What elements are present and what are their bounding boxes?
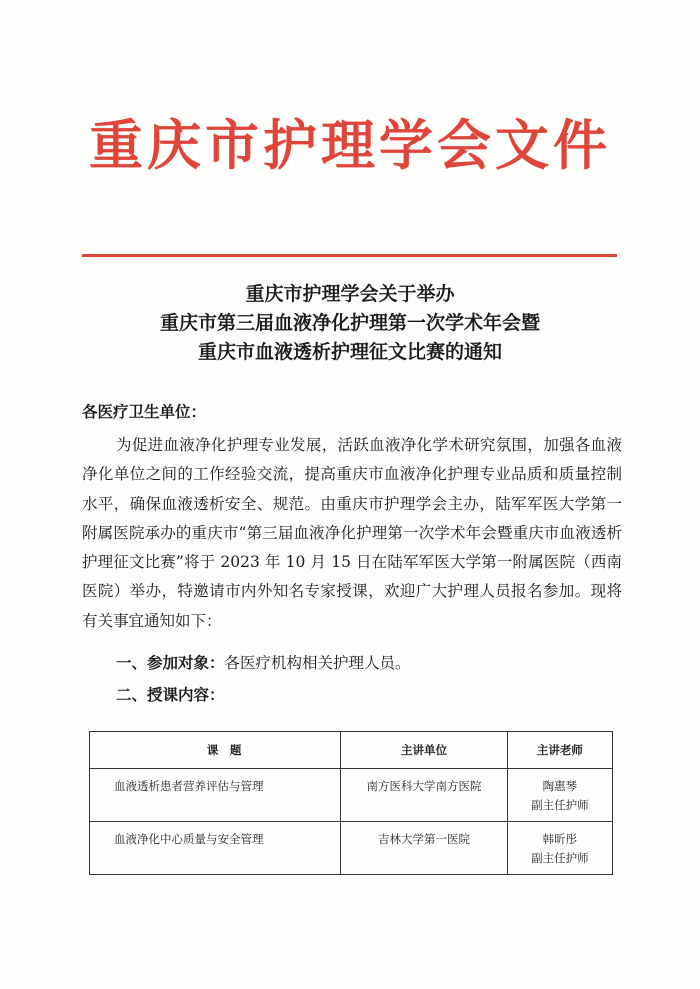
- table-row: [90, 822, 613, 875]
- notice-title-line: 重庆市护理学会关于举办: [245, 283, 455, 305]
- masthead-title: 重庆市护理学会文件: [89, 113, 611, 177]
- cell-topic: 血液净化中心质量与安全管理: [90, 822, 341, 875]
- masthead-divider: [82, 254, 617, 257]
- body-paragraph: 为促进血液净化护理专业发展，活跃血液净化学术研究氛围，加强各血液净化单位之间的工作经验交流，提高重庆市血液净化护理专业品质和质量控制水平，确保血液透析安全、规范。由重庆市护理学会主办，陆军军医大学第一附属医院承办的重庆市“第三届血液净化护理第一次学术年会暨重庆市血液透析护理征文比赛”将于 2023 年 10 月 15 日在陆军军医大学第一附属医院（西南医院）举办，特邀请市内外知名专家授课，欢迎广大护理人员报名参加。现将有关事宜通知如下：: [82, 436, 622, 630]
- header-topic: 课 题: [90, 732, 341, 769]
- section-participants: [116, 652, 411, 674]
- section-label: 二、授课内容：: [116, 685, 225, 704]
- course-table: [89, 731, 613, 875]
- cell-unit: 南方医科大学南方医院: [341, 769, 508, 822]
- section-course-content: [116, 684, 225, 706]
- teacher-name: 陶惠琴: [542, 779, 578, 793]
- header-teacher: 主讲老师: [507, 732, 612, 769]
- header-unit: 主讲单位: [341, 732, 508, 769]
- table-header-row: [90, 732, 613, 769]
- section-text: 各医疗机构相关护理人员。: [224, 654, 411, 672]
- cell-teacher: [507, 822, 612, 875]
- teacher-title: 副主任护师: [531, 851, 589, 865]
- table-row: [90, 769, 613, 822]
- teacher-title: 副主任护师: [531, 798, 589, 812]
- notice-title-line: 重庆市第三届血液净化护理第一次学术年会暨: [159, 312, 540, 334]
- salutation: 各医疗卫生单位：: [82, 402, 207, 421]
- teacher-name: 韩昕彤: [542, 832, 578, 846]
- cell-teacher: [507, 769, 612, 822]
- notice-title: [60, 280, 640, 367]
- notice-title-line: 重庆市血液透析护理征文比赛的通知: [197, 341, 502, 363]
- section-label: 一、参加对象：: [116, 653, 225, 672]
- cell-topic: 血液透析患者营养评估与管理: [90, 769, 341, 822]
- cell-unit: 吉林大学第一医院: [341, 822, 508, 875]
